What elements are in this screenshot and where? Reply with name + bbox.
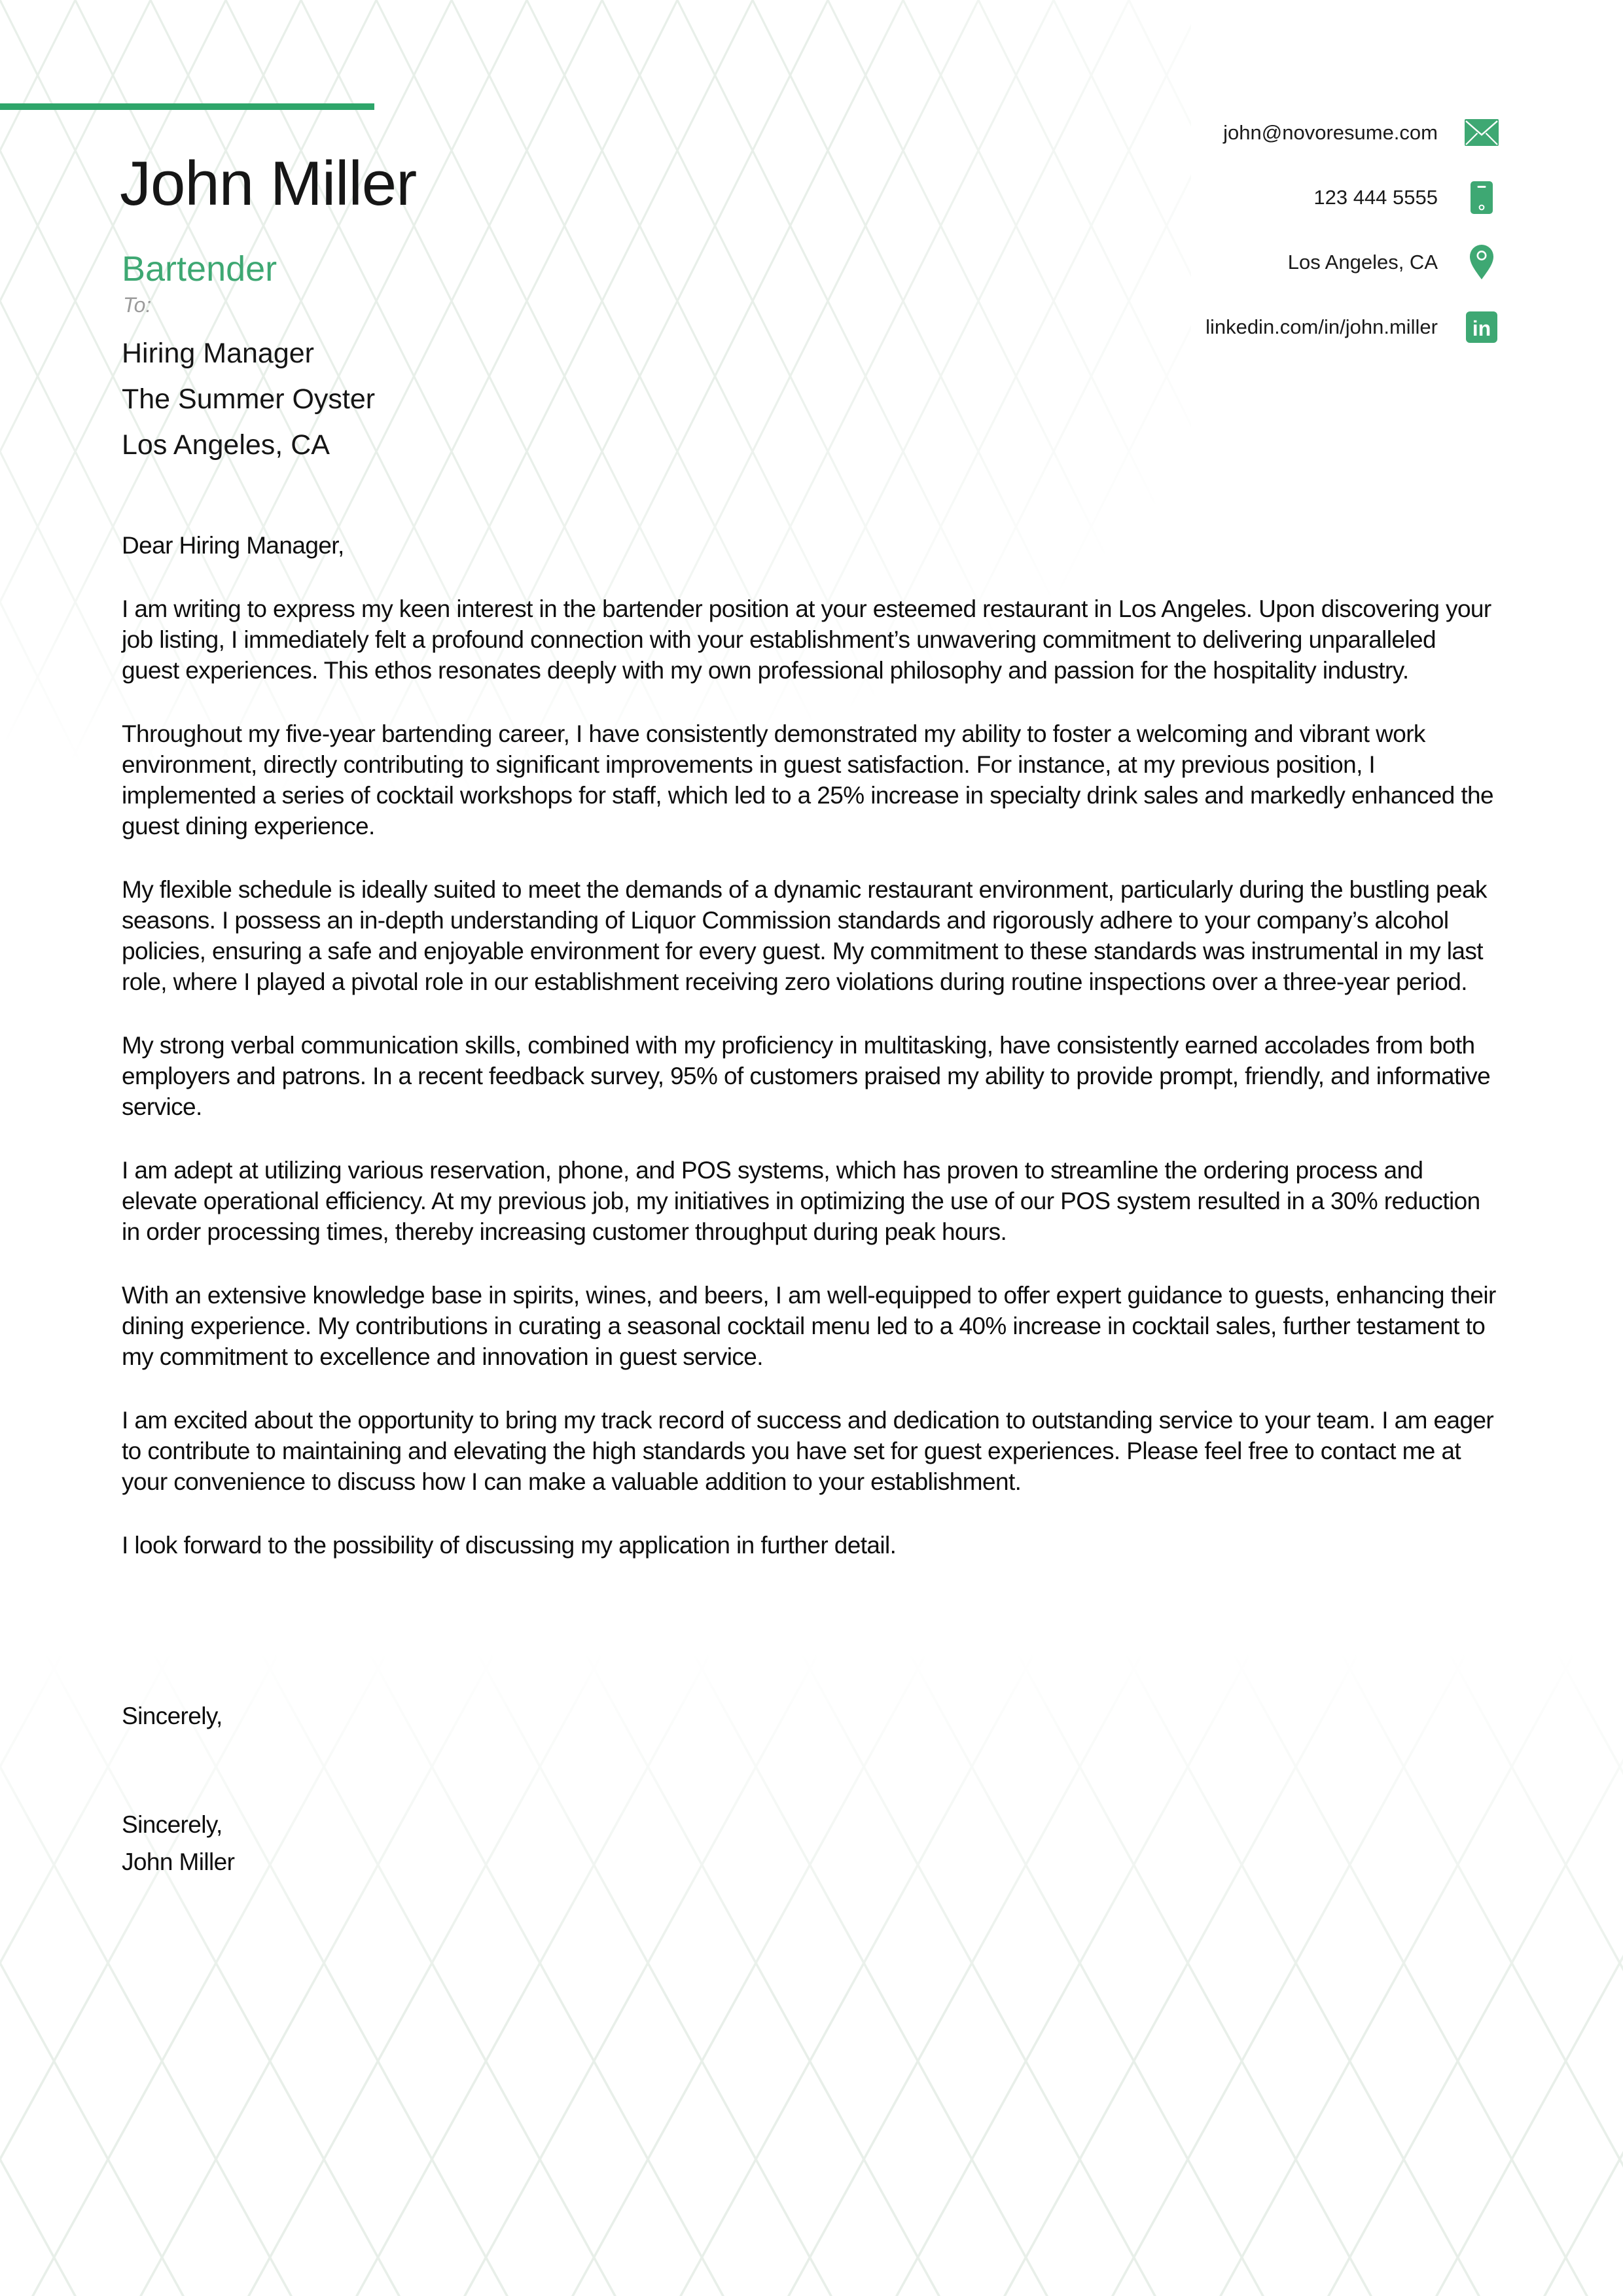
header-accent-line — [0, 103, 374, 110]
recipient-block — [122, 330, 375, 468]
signature-block — [122, 1806, 234, 1881]
paragraph: I am excited about the opportunity to bring my track record of success and dedication to outstanding service to your team. I am eager to contribute to maintaining and elevating the high standards you have set for guest experiences. Please feel free to contact me at your convenience to discuss how I can make a valuable addition to your establishment. — [122, 1407, 1494, 1495]
closing: Sincerely, — [122, 1703, 223, 1729]
paragraph: With an extensive knowledge base in spirits, wines, and beers, I am well-equipped to offer expert guidance to guests, enhancing their dining experience. My contributions in curating a seasonal cocktail menu led to a 40% increase in cocktail sales, further testament to my commitment to excellence and innovation in guest service. — [122, 1282, 1496, 1370]
linkedin-value: linkedin.com/in/john.miller — [1205, 315, 1438, 338]
recipient-line: Los Angeles, CA — [122, 429, 330, 461]
signature-closing: Sincerely, — [122, 1811, 223, 1838]
letter-body — [122, 530, 1499, 1593]
linkedin-icon — [1464, 311, 1499, 343]
signature-name: John Miller — [122, 1848, 235, 1875]
paragraph: I look forward to the possibility of discussing my application in further detail. — [122, 1532, 897, 1559]
paragraph: Throughout my five-year bartending career, I have consistently demonstrated my ability to foster a welcoming and vibrant work environment, directly contributing to significant improvements in guest satisfaction. For instance, at my previous position, I implemented a series of cocktail workshops for staff, which led to a 25% increase in specialty drink sales and markedly enhanced the guest dining experience. — [122, 720, 1494, 839]
to-label: To: — [123, 293, 152, 317]
phone-value: 123 444 5555 — [1313, 185, 1438, 209]
paragraph: I am writing to express my keen interest in the bartender position at your esteemed restaurant in Los Angeles. Upon discovering your job listing, I immediately felt a profound connection with your establishment’s unwavering commitment to delivering unparalleled guest experiences. This ethos resonates deeply with my own professional philosophy and passion for the hospitality industry. — [122, 595, 1491, 684]
phone-icon — [1464, 181, 1499, 214]
paragraph: My flexible schedule is ideally suited to meet the demands of a dynamic restaurant environment, particularly during the bustling peak seasons. I possess an in-depth understanding of Liquor Commission standards and rigorously adhere to your company’s alcohol policies, ensuring a safe and enjoyable environment for every guest. My commitment to these standards was instrumental in my last role, where I played a pivotal role in our establishment receiving zero violations during routine inspections over a three-year period. — [122, 876, 1487, 995]
paragraph: I am adept at utilizing various reservation, phone, and POS systems, which has proven to streamline the ordering process and elevate operational efficiency. At my previous job, my initiatives in optimizing the use of our POS system resulted in a 30% reduction in order processing times, thereby increasing customer throughput during peak hours. — [122, 1157, 1480, 1245]
contact-block — [1205, 115, 1499, 344]
recipient-line: The Summer Oyster — [122, 383, 376, 415]
email-icon — [1464, 119, 1499, 146]
contact-row-linkedin — [1205, 309, 1499, 344]
person-name: John Miller — [120, 149, 417, 219]
contact-row-phone — [1313, 180, 1499, 215]
contact-row-email — [1223, 115, 1499, 150]
contact-row-location — [1288, 245, 1499, 279]
recipient-line: Hiring Manager — [122, 338, 314, 369]
location-icon — [1464, 245, 1499, 279]
paragraph: My strong verbal communication skills, combined with my proficiency in multitasking, have consistently earned accolades from both employers and patrons. In a recent feedback survey, 95% of customers praised my ability to provide prompt, friendly, and informative service. — [122, 1032, 1491, 1120]
greeting: Dear Hiring Manager, — [122, 532, 344, 559]
email-value: john@novoresume.com — [1223, 120, 1438, 144]
job-title: Bartender — [122, 249, 277, 289]
svg-text:in: in — [1472, 316, 1491, 340]
location-value: Los Angeles, CA — [1287, 250, 1438, 274]
